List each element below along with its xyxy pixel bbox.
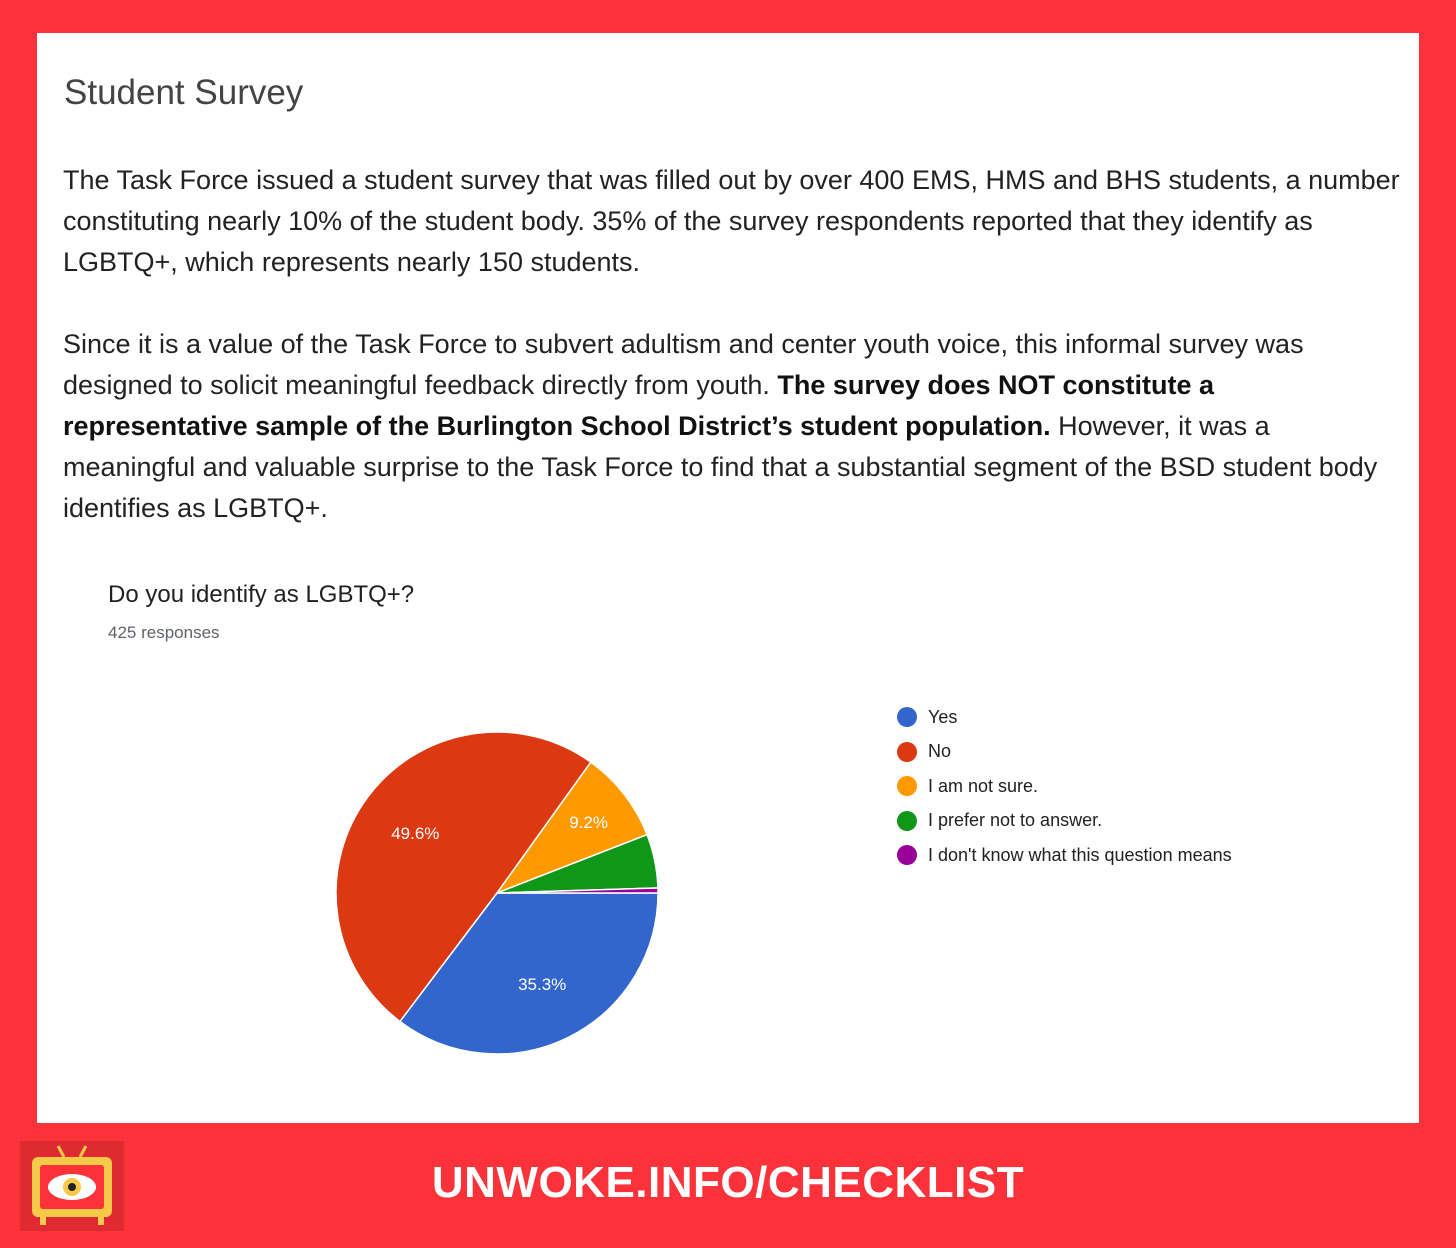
legend-label: I don't know what this question means [928, 844, 1232, 865]
legend-item-no [897, 735, 1232, 770]
paragraph-disclaimer-bold: The survey does NOT constitute a representative sample of the Burlington School District’s student population. [63, 370, 1214, 441]
legend-item-i-am-not-sure [897, 769, 1232, 804]
legend-swatch-icon [897, 811, 917, 831]
legend-item-i-don-t-know-what-this-question-means [897, 838, 1232, 873]
legend-label: No [928, 741, 952, 762]
legend-label: Yes [928, 706, 958, 727]
pie-data-label-no: 49.6% [391, 823, 440, 843]
chart-title: Do you identify as LGBTQ+? [108, 581, 415, 608]
legend-swatch-icon [897, 707, 917, 727]
document-panel [37, 33, 1419, 1123]
legend-swatch-icon [897, 776, 917, 796]
legend-item-yes [897, 700, 1232, 735]
paragraph-survey-disclaimer [63, 324, 1403, 529]
footer-url: UNWOKE.INFO/CHECKLIST [431, 1158, 1025, 1207]
legend-swatch-icon [897, 742, 917, 762]
legend-label: I prefer not to answer. [928, 810, 1103, 831]
legend-label: I am not sure. [928, 775, 1039, 796]
pie-chart [327, 693, 667, 1073]
paragraph-disclaimer-outro: However, it was a meaningful and valuable surprise to the Task Force to find that a substantial segment of the BSD student body identifies as LGBTQ+. [63, 411, 1378, 523]
paragraph-disclaimer-intro: Since it is a value of the Task Force to subvert adultism and center youth voice, this informal survey was designed to solicit meaningful feedback directly from youth. [63, 329, 1304, 400]
pie-data-label-yes: 35.3% [518, 974, 567, 994]
legend-swatch-icon [897, 845, 917, 865]
document-title: Student Survey [64, 73, 304, 112]
chart-legend [897, 700, 1232, 873]
pie-data-label-i-am-not-sure: 9.2% [569, 812, 608, 832]
paragraph-survey-summary: The Task Force issued a student survey that was filled out by over 400 EMS, HMS and BHS students, a number constituting nearly 10% of the student body. 35% of the survey respondents reported that they identify as LGBTQ+, which represents nearly 150 students. [63, 165, 1400, 277]
legend-item-i-prefer-not-to-answer [897, 804, 1232, 839]
chart-response-count: 425 responses [108, 623, 220, 642]
